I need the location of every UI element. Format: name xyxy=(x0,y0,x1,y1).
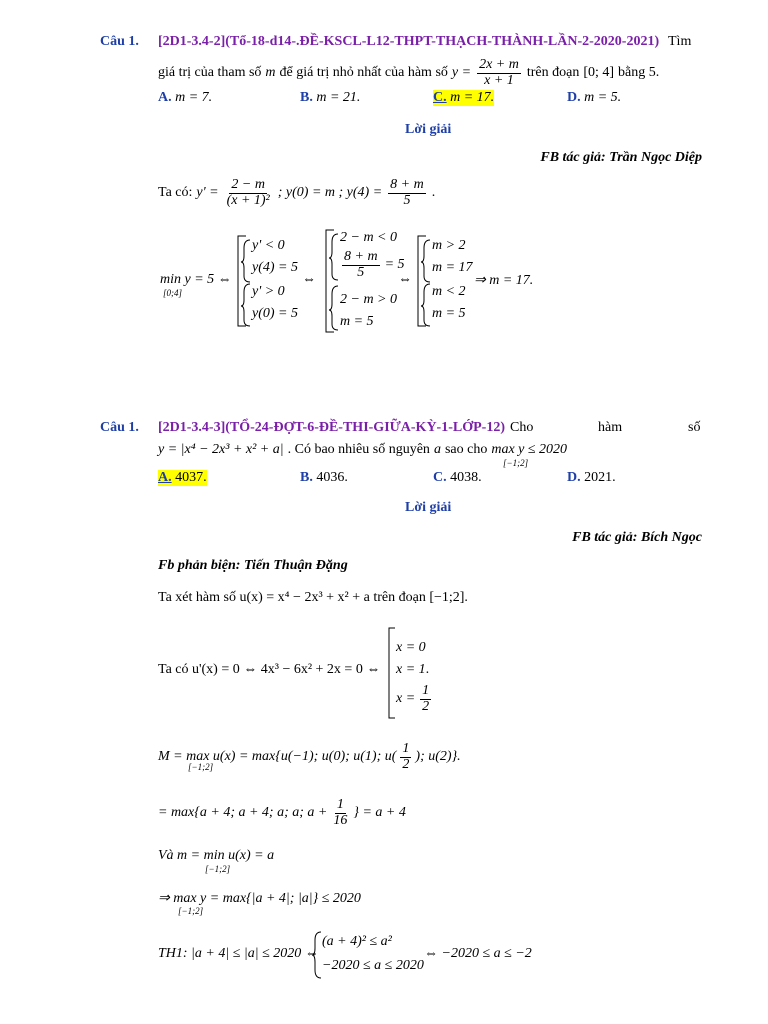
q1-option-d[interactable] xyxy=(567,90,621,106)
q2-author: FB tác giả: Bích Ngọc xyxy=(572,530,702,545)
q2-stem-ham: hàm xyxy=(598,420,623,435)
q1-option-c[interactable] xyxy=(433,90,494,106)
q1-iff-2: ⇔ xyxy=(398,272,412,287)
q1-sys1-line1: y' < 0 xyxy=(252,238,285,253)
q1-line2-on: trên đoạn xyxy=(526,65,580,81)
q1-func-den: x + 1 xyxy=(484,72,514,88)
q2-step3-pre: M = max u(x) = max{u(−1); u(0); u(1); u( xyxy=(158,749,397,765)
q1-step1-y0: ; y(0) = m ; y(4) = xyxy=(277,185,383,201)
q2-stem-so: số xyxy=(688,420,701,435)
q2-step2-dot: . xyxy=(426,662,430,677)
q2-step3-sub: [−1;2] xyxy=(188,762,214,772)
q2-option-a-letter: A. xyxy=(158,470,172,485)
q2-line2-func: y = |x⁴ − 2x³ + x² + a| xyxy=(158,442,284,457)
q2-stem-line2 xyxy=(158,442,567,458)
q2-step4-frac xyxy=(331,798,349,828)
q1-line2-mid: để giá trị nhỏ nhất của hàm số xyxy=(279,65,448,81)
q1-step1-num: 2 − m xyxy=(231,177,265,192)
q2-option-d-text: 2021. xyxy=(584,470,616,485)
q2-step2-case3-lhs: x = xyxy=(396,691,416,707)
q2-option-b-letter: B. xyxy=(300,470,313,485)
q1-solution-title: Lời giải xyxy=(405,122,452,137)
q1-sys3-line1: m > 2 xyxy=(432,238,466,253)
q1-step1-yp: y' = xyxy=(196,185,219,201)
q2-code: [2D1-3.4-3](TỔ-24-ĐỢT-6-ĐỀ-THI-GIỮA-KỲ-1-LỚP-12) xyxy=(158,420,505,435)
q1-code: [2D1-3.4-2](Tổ-18-d14-.ĐỀ-KSCL-L12-THPT-THẠCH-THÀNH-LẦN-2-2020-2021) xyxy=(158,34,660,49)
q1-sys2-frac xyxy=(342,250,380,280)
q1-line2-end: bằng 5. xyxy=(618,65,660,81)
q1-step1-frac2 xyxy=(388,178,426,208)
q2-step4-pre: = max{a + 4; a + 4; a; a; a + xyxy=(158,805,328,821)
q2-option-c-text: 4038. xyxy=(450,470,482,485)
q1-min-sub: [0;4] xyxy=(163,288,183,298)
q1-sys3-line2: m = 17 xyxy=(432,260,473,275)
q2-line2-mid: . Có bao nhiêu số nguyên xyxy=(287,442,430,457)
q1-stem-line2 xyxy=(158,58,659,88)
q2-step7-brace xyxy=(310,930,322,980)
q1-option-b-text: m = 21. xyxy=(316,90,361,105)
q2-step4 xyxy=(158,798,406,828)
q1-line2-pre: giá trị của tham số xyxy=(158,65,262,81)
q2-step5-sub: [−1;2] xyxy=(205,864,231,874)
q1-option-a-text: m = 7. xyxy=(175,90,213,105)
q2-option-c[interactable] xyxy=(433,470,482,486)
q1-stem-tail: Tìm xyxy=(668,34,692,49)
q1-line2-m: m xyxy=(265,65,276,81)
q2-step2-pre: Ta có u'(x) = 0 ⇔ 4x³ − 6x² + 2x = 0 ⇔ xyxy=(158,662,381,677)
q1-sys1-line3: y' > 0 xyxy=(252,284,285,299)
q2-step6-sub: [−1;2] xyxy=(178,906,204,916)
q2-step4-post: } = a + 4 xyxy=(353,805,406,821)
q2-step5: Và m = min u(x) = a xyxy=(158,848,275,863)
q1-sys2-frac-den: 5 xyxy=(357,264,365,280)
q2-line2-sao: sao cho xyxy=(444,442,488,457)
q2-step3-frac-num: 1 xyxy=(402,741,410,756)
q2-option-d[interactable] xyxy=(567,470,616,486)
q2-option-b-text: 4036. xyxy=(316,470,348,485)
q1-interval: [0; 4] xyxy=(583,65,615,81)
q2-step2-frac-num: 1 xyxy=(422,683,430,698)
q1-step1-den2: 5 xyxy=(403,192,411,208)
q1-sys3-line4: m = 5 xyxy=(432,306,466,321)
q1-step1-frac xyxy=(225,178,272,208)
q1-sys2-line3: 2 − m > 0 xyxy=(340,292,398,307)
q2-option-a[interactable] xyxy=(158,470,207,486)
q1-sys2-line2-rhs: = 5 xyxy=(384,257,405,273)
q1-func-frac xyxy=(477,58,521,88)
q1-sys2-line1: 2 − m < 0 xyxy=(340,230,398,245)
q1-result: ⇒ m = 17. xyxy=(474,273,534,288)
q2-reviewer: Fb phản biện: Tiến Thuận Đặng xyxy=(158,558,348,573)
q1-min-expr: min y = 5 ⇔ xyxy=(160,272,232,287)
q2-solution-title: Lời giải xyxy=(405,500,452,515)
q2-step2-case2: x = 1 xyxy=(396,662,426,677)
q2-step2-frac-den: 2 xyxy=(422,698,430,714)
q1-option-a-letter: A. xyxy=(158,90,172,105)
q2-step2-case1: x = 0 xyxy=(396,640,426,655)
q1-label: Câu 1. xyxy=(100,34,139,49)
q2-option-c-letter: C. xyxy=(433,470,447,485)
q2-step2-frac xyxy=(420,684,431,714)
q1-sys2-frac-num: 8 + m xyxy=(344,249,378,264)
q1-step1-den: (x + 1)² xyxy=(226,192,270,208)
q2-option-d-letter: D. xyxy=(567,470,581,485)
q1-option-c-text: m = 17. xyxy=(450,90,495,105)
q1-option-c-letter: C. xyxy=(433,90,447,105)
q2-step6: ⇒ max y = max{|a + 4|; |a|} ≤ 2020 xyxy=(158,891,361,906)
q1-func-lhs: y = xyxy=(451,65,472,81)
q1-option-a[interactable] xyxy=(158,90,212,106)
q2-step2-bracket xyxy=(386,626,396,720)
q2-step4-num: 1 xyxy=(336,797,344,812)
q1-step1-pre: Ta có: xyxy=(158,185,193,201)
q2-line2-sub: [−1;2] xyxy=(503,458,529,468)
q1-option-d-text: m = 5. xyxy=(584,90,622,105)
q2-label: Câu 1. xyxy=(100,420,139,435)
q1-option-b-letter: B. xyxy=(300,90,313,105)
q2-step2-case3 xyxy=(396,684,433,714)
q1-sys1-bracket xyxy=(234,234,252,328)
q1-iff-1: ⇔ xyxy=(302,272,316,287)
q2-step3-frac-den: 2 xyxy=(402,756,410,772)
q2-step7-pre: TH1: |a + 4| ≤ |a| ≤ 2020 ⇔ xyxy=(158,946,319,961)
q1-option-d-letter: D. xyxy=(567,90,581,105)
q2-line2-a: a xyxy=(433,442,441,457)
q2-step1: Ta xét hàm số u(x) = x⁴ − 2x³ + x² + a trên đoạn [−1;2]. xyxy=(158,590,468,605)
q1-sys2-bracket xyxy=(322,228,340,334)
q1-sys1-line2: y(4) = 5 xyxy=(252,260,298,275)
q2-option-b[interactable] xyxy=(300,470,348,486)
q2-step4-den: 16 xyxy=(333,812,348,828)
q2-option-a-text: 4037. xyxy=(175,470,207,485)
q1-option-b[interactable] xyxy=(300,90,360,106)
q2-step3-post: ); u(2)}. xyxy=(415,749,461,765)
q2-line2-max: max y ≤ 2020 xyxy=(491,442,568,457)
q2-step3-frac xyxy=(400,742,411,772)
q2-stem-cho: Cho xyxy=(510,420,534,435)
q1-sys3-line3: m < 2 xyxy=(432,284,466,299)
q2-step7-sys2: −2020 ≤ a ≤ 2020 xyxy=(322,958,424,973)
q1-func-num: 2x + m xyxy=(479,57,519,72)
q1-step1-num2: 8 + m xyxy=(390,177,424,192)
q1-author: FB tác giả: Trần Ngọc Diệp xyxy=(540,150,702,165)
q2-step7-post: ⇔ −2020 ≤ a ≤ −2 xyxy=(424,946,532,961)
q1-sys2-line2 xyxy=(340,250,405,280)
q1-sys3-bracket xyxy=(414,234,432,328)
q1-sys1-line4: y(0) = 5 xyxy=(252,306,298,321)
q1-sys2-line4: m = 5 xyxy=(340,314,374,329)
q2-step7-sys1: (a + 4)² ≤ a² xyxy=(322,934,392,949)
q1-step1: Ta có: y' = $\frac{2 - m}{\text{(x + 1)²}}$ ; y(0) = m ; y(4) = $\frac{8 + m}{5}$ . xyxy=(158,177,436,208)
